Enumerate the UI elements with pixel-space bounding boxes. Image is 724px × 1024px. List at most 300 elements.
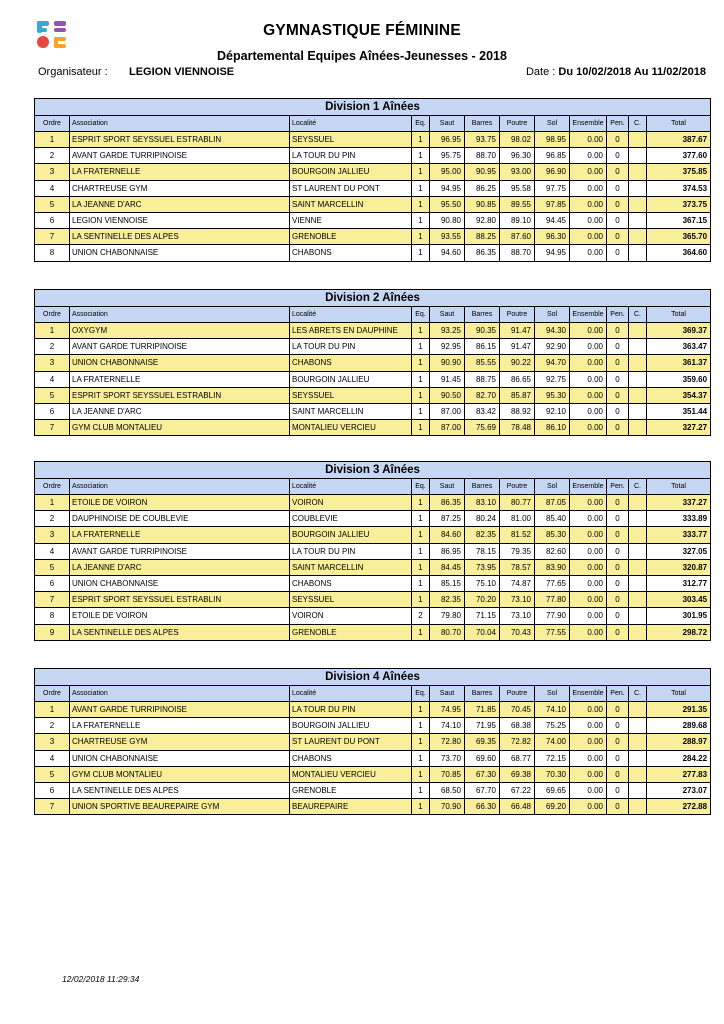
table-cell: 0: [607, 734, 629, 750]
table-cell: 67.30: [465, 766, 500, 782]
column-header: Pen.: [607, 686, 629, 702]
table-cell: 354.37: [647, 387, 711, 403]
table-cell: 327.05: [647, 543, 711, 559]
table-cell: 94.95: [535, 245, 570, 261]
table-cell: 77.55: [535, 624, 570, 640]
table-cell: 377.60: [647, 148, 711, 164]
table-cell: 71.85: [465, 702, 500, 718]
table-cell: 7: [35, 229, 70, 245]
table-cell: 1: [35, 323, 70, 339]
table-cell: 94.60: [430, 245, 465, 261]
table-cell: 73.10: [500, 608, 535, 624]
table-cell: 0: [607, 339, 629, 355]
table-cell: AVANT GARDE TURRIPINOISE: [70, 339, 290, 355]
table-cell: 365.70: [647, 229, 711, 245]
column-header: Saut: [430, 116, 465, 132]
table-cell: 67.22: [500, 782, 535, 798]
table-cell: GRENOBLE: [290, 782, 412, 798]
table-cell: 85.30: [535, 527, 570, 543]
organizer-row: [38, 66, 706, 82]
table-row: [35, 575, 711, 591]
table-cell: [629, 196, 647, 212]
column-header: Total: [647, 479, 711, 495]
column-header: Ensemble: [570, 116, 607, 132]
table-cell: 0: [607, 371, 629, 387]
table-cell: 0: [607, 592, 629, 608]
table-cell: 333.77: [647, 527, 711, 543]
table-cell: 86.95: [430, 543, 465, 559]
table-row: [35, 403, 711, 419]
column-header: Ordre: [35, 116, 70, 132]
table-cell: 0.00: [570, 403, 607, 419]
table-cell: 0.00: [570, 750, 607, 766]
table-row: [35, 782, 711, 798]
date-block: [526, 66, 706, 78]
table-cell: CHABONS: [290, 750, 412, 766]
table-cell: 93.25: [430, 323, 465, 339]
table-cell: 359.60: [647, 371, 711, 387]
table-cell: 92.10: [535, 403, 570, 419]
table-cell: 1: [412, 212, 430, 228]
table-cell: [629, 403, 647, 419]
table-cell: 369.37: [647, 323, 711, 339]
table-cell: 73.10: [500, 592, 535, 608]
table-cell: 0.00: [570, 148, 607, 164]
table-cell: 1: [35, 495, 70, 511]
table-row: [35, 624, 711, 640]
table-cell: [629, 766, 647, 782]
table-cell: 1: [412, 702, 430, 718]
table-cell: 96.85: [535, 148, 570, 164]
table-cell: 387.67: [647, 132, 711, 148]
page-title: GYMNASTIQUE FÉMININE: [263, 22, 461, 39]
table-cell: 72.15: [535, 750, 570, 766]
column-header: Saut: [430, 686, 465, 702]
table-cell: 94.95: [430, 180, 465, 196]
table-cell: 0: [607, 196, 629, 212]
table-cell: SAINT MARCELLIN: [290, 196, 412, 212]
table-cell: [629, 511, 647, 527]
table-cell: 87.00: [430, 420, 465, 436]
table-cell: 68.77: [500, 750, 535, 766]
column-header: Sol: [535, 116, 570, 132]
table-cell: [629, 608, 647, 624]
table-cell: MONTALIEU VERCIEU: [290, 766, 412, 782]
table-cell: 88.92: [500, 403, 535, 419]
table-cell: 4: [35, 543, 70, 559]
table-cell: 68.50: [430, 782, 465, 798]
table-cell: 0.00: [570, 782, 607, 798]
table-cell: 78.57: [500, 559, 535, 575]
table-cell: 0: [607, 403, 629, 419]
table-cell: 1: [412, 148, 430, 164]
table-cell: 0.00: [570, 339, 607, 355]
table-cell: 85.40: [535, 511, 570, 527]
table-cell: 0: [607, 559, 629, 575]
table-cell: 363.47: [647, 339, 711, 355]
table-cell: ESPRIT SPORT SEYSSUEL ESTRABLIN: [70, 132, 290, 148]
table-cell: 1: [412, 229, 430, 245]
table-cell: [629, 180, 647, 196]
table-cell: LA FRATERNELLE: [70, 164, 290, 180]
table-cell: LA TOUR DU PIN: [290, 339, 412, 355]
column-header: C.: [629, 307, 647, 323]
table-cell: 70.90: [430, 799, 465, 815]
column-header: Localité: [290, 479, 412, 495]
table-cell: 69.35: [465, 734, 500, 750]
table-cell: 90.90: [430, 355, 465, 371]
table-cell: 83.42: [465, 403, 500, 419]
table-cell: CHABONS: [290, 245, 412, 261]
table-cell: 2: [35, 339, 70, 355]
table-cell: 94.70: [535, 355, 570, 371]
table-cell: 4: [35, 750, 70, 766]
table-cell: 74.10: [430, 718, 465, 734]
table-cell: 69.60: [465, 750, 500, 766]
table-row: [35, 495, 711, 511]
table-cell: 7: [35, 592, 70, 608]
table-cell: [629, 575, 647, 591]
table-cell: 5: [35, 196, 70, 212]
table-cell: SAINT MARCELLIN: [290, 559, 412, 575]
table-cell: 291.35: [647, 702, 711, 718]
division-title: Division 2 Aînées: [35, 290, 711, 307]
table-cell: 1: [412, 511, 430, 527]
table-cell: 1: [412, 132, 430, 148]
table-cell: [629, 495, 647, 511]
table-cell: 1: [412, 559, 430, 575]
table-cell: 9: [35, 624, 70, 640]
table-cell: 0: [607, 750, 629, 766]
table-cell: 5: [35, 559, 70, 575]
date-value: Du 10/02/2018 Au 11/02/2018: [558, 66, 706, 78]
table-row: [35, 543, 711, 559]
table-cell: 92.75: [535, 371, 570, 387]
table-cell: 85.87: [500, 387, 535, 403]
column-header: Poutre: [500, 116, 535, 132]
table-cell: 79.80: [430, 608, 465, 624]
division-table: [34, 668, 711, 815]
table-cell: 74.87: [500, 575, 535, 591]
table-cell: 0: [607, 355, 629, 371]
table-cell: [629, 624, 647, 640]
table-cell: ETOILE DE VOIRON: [70, 608, 290, 624]
division-title: Division 3 Aînées: [35, 462, 711, 479]
table-cell: 86.35: [465, 245, 500, 261]
table-cell: LA JEANNE D'ARC: [70, 196, 290, 212]
column-header: Total: [647, 307, 711, 323]
table-cell: [629, 750, 647, 766]
table-cell: LA FRATERNELLE: [70, 527, 290, 543]
table-cell: 90.50: [430, 387, 465, 403]
table-cell: 320.87: [647, 559, 711, 575]
table-row: [35, 608, 711, 624]
table-cell: 93.75: [465, 132, 500, 148]
column-header: Eq.: [412, 686, 430, 702]
table-cell: 95.30: [535, 387, 570, 403]
table-cell: UNION CHABONNAISE: [70, 355, 290, 371]
table-cell: 89.55: [500, 196, 535, 212]
table-cell: 85.15: [430, 575, 465, 591]
column-header: Barres: [465, 307, 500, 323]
column-header: Association: [70, 116, 290, 132]
table-cell: 2: [35, 148, 70, 164]
table-cell: 0.00: [570, 495, 607, 511]
table-cell: 77.90: [535, 608, 570, 624]
table-cell: [629, 559, 647, 575]
table-cell: 0.00: [570, 229, 607, 245]
table-cell: 288.97: [647, 734, 711, 750]
table-cell: 284.22: [647, 750, 711, 766]
table-cell: 91.45: [430, 371, 465, 387]
table-cell: 70.30: [535, 766, 570, 782]
table-cell: 88.70: [465, 148, 500, 164]
table-cell: 272.88: [647, 799, 711, 815]
table-cell: [629, 592, 647, 608]
table-cell: 337.27: [647, 495, 711, 511]
table-cell: 5: [35, 766, 70, 782]
table-cell: 87.05: [535, 495, 570, 511]
table-cell: LEGION VIENNOISE: [70, 212, 290, 228]
table-cell: 0.00: [570, 164, 607, 180]
table-cell: GRENOBLE: [290, 624, 412, 640]
table-cell: 73.95: [465, 559, 500, 575]
table-cell: 277.83: [647, 766, 711, 782]
table-cell: BOURGOIN JALLIEU: [290, 164, 412, 180]
table-cell: [629, 323, 647, 339]
table-cell: 1: [412, 371, 430, 387]
table-cell: AVANT GARDE TURRIPINOISE: [70, 702, 290, 718]
table-cell: [629, 148, 647, 164]
table-cell: 4: [35, 371, 70, 387]
table-cell: 95.75: [430, 148, 465, 164]
table-cell: [629, 212, 647, 228]
table-cell: 82.35: [430, 592, 465, 608]
table-cell: 78.48: [500, 420, 535, 436]
table-cell: 0.00: [570, 702, 607, 718]
table-row: [35, 420, 711, 436]
table-cell: 93.55: [430, 229, 465, 245]
table-cell: 1: [412, 734, 430, 750]
table-cell: 0: [607, 608, 629, 624]
table-cell: 3: [35, 164, 70, 180]
table-cell: 92.95: [430, 339, 465, 355]
table-row: [35, 559, 711, 575]
table-cell: 90.80: [430, 212, 465, 228]
division-title: Division 4 Aînées: [35, 669, 711, 686]
table-cell: 97.85: [535, 196, 570, 212]
table-cell: 83.10: [465, 495, 500, 511]
table-cell: 91.47: [500, 323, 535, 339]
table-cell: 303.45: [647, 592, 711, 608]
table-cell: ETOILE DE VOIRON: [70, 495, 290, 511]
table-cell: 7: [35, 420, 70, 436]
table-cell: 96.30: [500, 148, 535, 164]
column-header: Ensemble: [570, 686, 607, 702]
table-cell: 0.00: [570, 511, 607, 527]
column-header: Pen.: [607, 116, 629, 132]
table-cell: 1: [412, 718, 430, 734]
organizer-value: LEGION VIENNOISE: [129, 66, 235, 78]
table-cell: 351.44: [647, 403, 711, 419]
table-cell: [629, 702, 647, 718]
table-cell: 75.25: [535, 718, 570, 734]
table-cell: CHABONS: [290, 575, 412, 591]
table-cell: 361.37: [647, 355, 711, 371]
table-cell: 0: [607, 495, 629, 511]
division-title: Division 1 Aînées: [35, 99, 711, 116]
table-cell: 96.95: [430, 132, 465, 148]
table-cell: 74.00: [535, 734, 570, 750]
table-cell: 327.27: [647, 420, 711, 436]
table-cell: 1: [412, 387, 430, 403]
table-cell: VOIRON: [290, 495, 412, 511]
table-row: [35, 702, 711, 718]
table-cell: 1: [412, 575, 430, 591]
table-row: [35, 164, 711, 180]
table-cell: 8: [35, 245, 70, 261]
column-header: Pen.: [607, 479, 629, 495]
column-header: C.: [629, 116, 647, 132]
table-cell: 0.00: [570, 624, 607, 640]
table-cell: 79.35: [500, 543, 535, 559]
table-cell: 74.10: [535, 702, 570, 718]
table-cell: 87.60: [500, 229, 535, 245]
table-cell: 364.60: [647, 245, 711, 261]
table-cell: 8: [35, 608, 70, 624]
table-cell: 0.00: [570, 718, 607, 734]
table-row: [35, 212, 711, 228]
column-header: Poutre: [500, 479, 535, 495]
table-cell: 93.00: [500, 164, 535, 180]
table-cell: 1: [412, 624, 430, 640]
table-cell: 0: [607, 387, 629, 403]
column-header: Association: [70, 479, 290, 495]
table-cell: 84.60: [430, 527, 465, 543]
column-header: Ordre: [35, 479, 70, 495]
table-cell: 77.65: [535, 575, 570, 591]
column-header: Total: [647, 686, 711, 702]
table-row: [35, 355, 711, 371]
table-cell: 1: [412, 403, 430, 419]
division-table: [34, 461, 711, 641]
table-cell: 69.20: [535, 799, 570, 815]
table-cell: 0: [607, 543, 629, 559]
table-cell: 289.68: [647, 718, 711, 734]
table-cell: 75.10: [465, 575, 500, 591]
column-header: Ensemble: [570, 307, 607, 323]
column-header: Eq.: [412, 307, 430, 323]
table-cell: 82.35: [465, 527, 500, 543]
table-cell: 86.35: [430, 495, 465, 511]
table-cell: 95.50: [430, 196, 465, 212]
table-cell: 88.70: [500, 245, 535, 261]
table-cell: BOURGOIN JALLIEU: [290, 371, 412, 387]
table-cell: DAUPHINOISE DE COUBLEVIE: [70, 511, 290, 527]
column-header: Sol: [535, 479, 570, 495]
table-cell: 0: [607, 229, 629, 245]
table-cell: 375.85: [647, 164, 711, 180]
table-cell: GRENOBLE: [290, 229, 412, 245]
table-cell: 98.02: [500, 132, 535, 148]
table-cell: [629, 782, 647, 798]
table-cell: 3: [35, 527, 70, 543]
table-cell: 1: [35, 132, 70, 148]
table-cell: [629, 387, 647, 403]
table-row: [35, 180, 711, 196]
table-cell: 0.00: [570, 323, 607, 339]
table-cell: LA SENTINELLE DES ALPES: [70, 624, 290, 640]
table-cell: LA TOUR DU PIN: [290, 543, 412, 559]
table-cell: 94.30: [535, 323, 570, 339]
column-header: Association: [70, 307, 290, 323]
table-cell: [629, 734, 647, 750]
table-cell: 6: [35, 575, 70, 591]
table-row: [35, 734, 711, 750]
table-cell: 87.25: [430, 511, 465, 527]
table-cell: SEYSSUEL: [290, 387, 412, 403]
column-header: Ordre: [35, 686, 70, 702]
table-cell: 78.15: [465, 543, 500, 559]
table-cell: SAINT MARCELLIN: [290, 403, 412, 419]
table-cell: 1: [412, 527, 430, 543]
column-header: Ordre: [35, 307, 70, 323]
table-cell: LES ABRETS EN DAUPHINE: [290, 323, 412, 339]
table-cell: UNION SPORTIVE BEAUREPAIRE GYM: [70, 799, 290, 815]
table-cell: 91.47: [500, 339, 535, 355]
print-timestamp: 12/02/2018 11:29:34: [62, 974, 140, 984]
table-cell: 85.55: [465, 355, 500, 371]
table-cell: VIENNE: [290, 212, 412, 228]
table-cell: 86.10: [535, 420, 570, 436]
table-cell: 74.95: [430, 702, 465, 718]
table-cell: 1: [35, 702, 70, 718]
table-cell: 0: [607, 323, 629, 339]
date-label: Date :: [525, 66, 556, 78]
table-cell: 7: [35, 799, 70, 815]
table-cell: 374.53: [647, 180, 711, 196]
table-cell: 1: [412, 355, 430, 371]
table-cell: CHARTREUSE GYM: [70, 180, 290, 196]
column-header: Eq.: [412, 116, 430, 132]
column-header: Eq.: [412, 479, 430, 495]
column-header: Saut: [430, 479, 465, 495]
table-cell: LA FRATERNELLE: [70, 371, 290, 387]
table-cell: 1: [412, 245, 430, 261]
table-cell: 88.25: [465, 229, 500, 245]
table-cell: 90.35: [465, 323, 500, 339]
table-cell: BOURGOIN JALLIEU: [290, 718, 412, 734]
table-cell: 0.00: [570, 371, 607, 387]
table-cell: LA FRATERNELLE: [70, 718, 290, 734]
table-cell: 367.15: [647, 212, 711, 228]
column-header: Sol: [535, 307, 570, 323]
table-cell: GYM CLUB MONTALIEU: [70, 766, 290, 782]
table-cell: 0.00: [570, 559, 607, 575]
table-cell: 68.38: [500, 718, 535, 734]
table-cell: 87.00: [430, 403, 465, 419]
table-cell: 94.45: [535, 212, 570, 228]
table-cell: 0: [607, 702, 629, 718]
table-row: [35, 750, 711, 766]
table-row: [35, 371, 711, 387]
table-cell: [629, 371, 647, 387]
table-row: [35, 245, 711, 261]
column-header: Localité: [290, 686, 412, 702]
table-cell: 71.95: [465, 718, 500, 734]
table-row: [35, 718, 711, 734]
table-cell: CHABONS: [290, 355, 412, 371]
